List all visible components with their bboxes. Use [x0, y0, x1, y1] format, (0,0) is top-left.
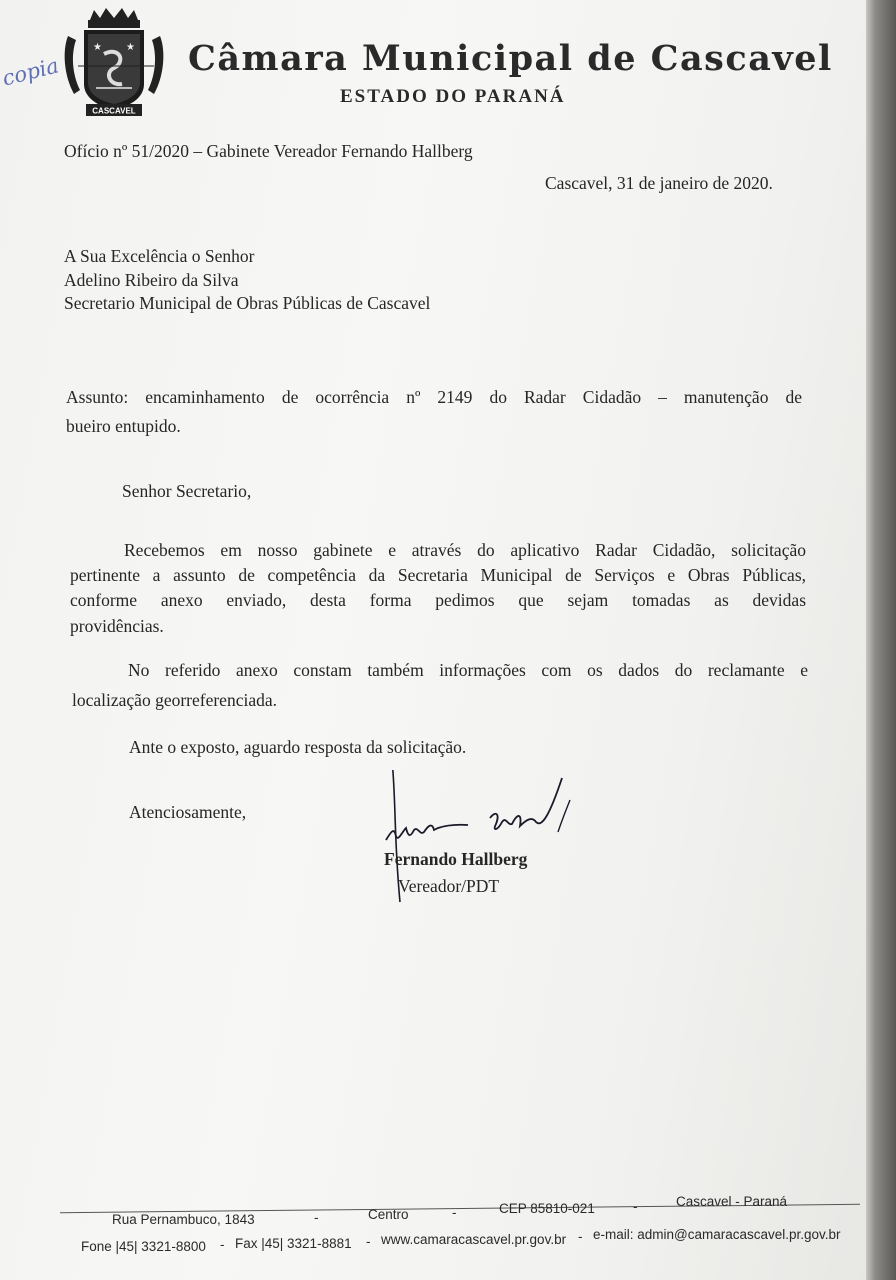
svg-text:★: ★	[126, 42, 135, 53]
footer-website[interactable]: www.camaracascavel.pr.gov.br	[381, 1232, 567, 1247]
subject-line: bueiro entupido.	[66, 416, 181, 436]
page-edge-shadow	[866, 0, 896, 1280]
letter-date: Cascavel, 31 de janeiro de 2020.	[545, 173, 773, 193]
oficio-reference: Ofício nº 51/2020 – Gabinete Vereador Fernando Hallberg	[64, 141, 473, 161]
closing-salutation: Atenciosamente,	[129, 802, 247, 822]
organization-subtitle: ESTADO DO PARANÁ	[340, 86, 566, 107]
addressee-line: Secretario Municipal de Obras Públicas de Cascavel	[64, 293, 431, 313]
body-paragraph-line: providências.	[70, 616, 164, 636]
greeting: Senhor Secretario,	[122, 481, 252, 501]
footer-fax: Fax |45| 3321-8881	[235, 1236, 352, 1251]
footer-address: Rua Pernambuco, 1843	[112, 1212, 255, 1227]
footer-separator: -	[633, 1199, 638, 1214]
body-paragraph-line: Recebemos em nosso gabinete e através do aplicativo Radar Cidadão, solicitação	[124, 540, 806, 560]
body-paragraph-line: localização georreferenciada.	[72, 690, 277, 710]
footer-cep: CEP 85810-021	[499, 1201, 595, 1216]
footer-email[interactable]: e-mail: admin@camaracascavel.pr.gov.br	[593, 1227, 841, 1242]
body-paragraph-line: pertinente a assunto de competência da Secretaria Municipal de Serviços e Obras Públicas,	[70, 565, 806, 585]
signer-name: Fernando Hallberg	[384, 849, 528, 869]
addressee-line: A Sua Excelência o Senhor	[64, 246, 255, 266]
footer-separator: -	[578, 1229, 583, 1244]
handwritten-note: copia	[0, 53, 62, 91]
organization-title: Câmara Municipal de Cascavel	[188, 38, 833, 79]
municipal-crest-icon	[60, 6, 168, 124]
footer-separator: -	[220, 1237, 225, 1252]
closing-paragraph: Ante o exposto, aguardo resposta da solicitação.	[129, 737, 467, 757]
crest-label: CASCAVEL	[92, 106, 136, 116]
footer-phone: Fone |45| 3321-8800	[81, 1239, 206, 1254]
footer-city: Cascavel - Paraná	[676, 1194, 788, 1209]
footer-separator: -	[314, 1210, 319, 1225]
footer-district: Centro	[368, 1207, 409, 1222]
addressee-line: Adelino Ribeiro da Silva	[64, 270, 239, 290]
body-paragraph-line: No referido anexo constam também informações com os dados do reclamante e	[128, 660, 808, 680]
signer-role: Vereador/PDT	[398, 876, 500, 896]
footer-separator: -	[452, 1205, 457, 1220]
svg-text:★: ★	[93, 42, 102, 53]
footer-separator: -	[366, 1234, 371, 1249]
subject-line: Assunto: encaminhamento de ocorrência nº 2149 do Radar Cidadão – manutenção de	[66, 387, 802, 407]
body-paragraph-line: conforme anexo enviado, desta forma pedimos que sejam tomadas as devidas	[70, 590, 806, 610]
